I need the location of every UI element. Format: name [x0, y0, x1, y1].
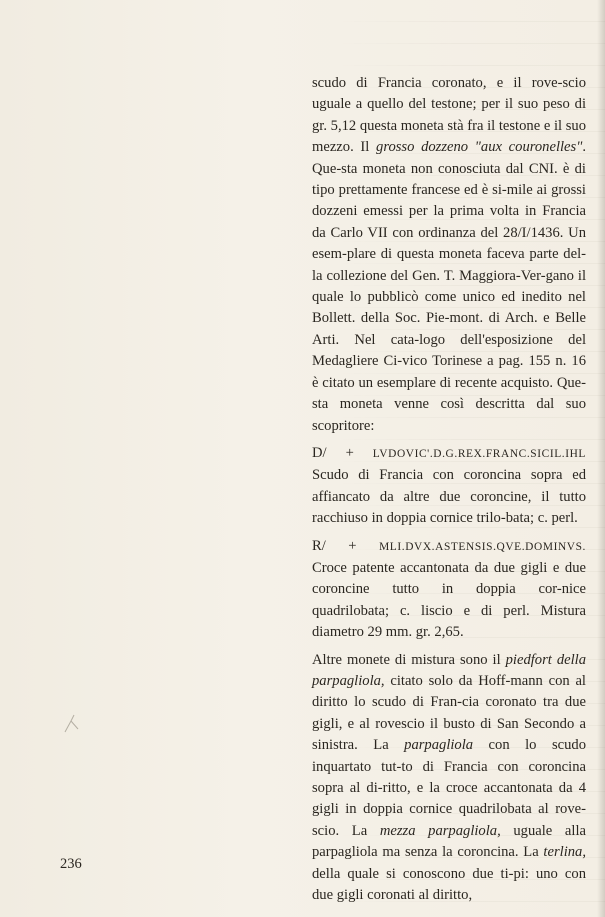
- pencil-mark-icon: [62, 712, 82, 736]
- paragraph-reverse-description: [312, 536, 586, 644]
- text-run: scudo di Francia coronato, e il rove-scio uguale a quello del testone; per il suo peso di gr. 5,12 questa moneta stà fra il testone e il suo mezzo. Il: [312, 75, 586, 156]
- page-number: 236: [60, 856, 82, 872]
- italic-term: terlina,: [543, 844, 586, 861]
- page-edge-shadow: [597, 0, 605, 917]
- coin-legend: MLI.DVX.ASTENSIS.QVE.DOMINVS.: [379, 540, 586, 553]
- text-run: Altre monete di mistura sono il: [312, 651, 506, 668]
- paragraph-obverse-description: [312, 443, 586, 530]
- text-run: D/ +: [312, 444, 373, 461]
- text-run: Scudo di Francia con coroncina sopra ed affiancato da altre due coroncine, il tutto racchiuso in doppia cornice trilo-bata; c. perl.: [312, 467, 586, 527]
- paragraph-other-coins: [312, 650, 586, 907]
- italic-term: grosso dozzeno "aux couronelles": [376, 139, 583, 156]
- text-run: con lo scudo inquartato tut-to di Francia con coroncina sopra al di-ritto, e la croce accantonata da 4 gigli in doppia cornice quadrilobata al rove-scio. La: [312, 737, 586, 839]
- text-run: della quale si conoscono due ti-pi: uno con due gigli coronati al diritto,: [312, 865, 586, 904]
- text-run: citato solo da Hoff-mann con al diritto lo scudo di Fran-cia coronato tra due gigli, e al rovescio il busto di San Secondo a sinistra. La: [312, 672, 586, 754]
- text-run: R/ +: [312, 537, 380, 554]
- text-run: uguale alla parpagliola ma senza la coroncina. La: [312, 822, 586, 861]
- text-run: . Que-sta moneta non conosciuta dal CNI. è di tipo prettamente francese ed è si-mile ai grossi dozzeni emessi per la prima volta in Francia da Carlo VII con ordinanza del 28/I/1436. Un esem-plare di questa moneta faceva parte del-la collezione del Gen. T. Maggiora-Ver-gano il quale lo pubblicò come unico ed inedito nel Bollett. della Soc. Pie-mont. di Arch. e Belle Arti. Nel cata-logo dell'esposizione del Medagliere Ci-vico Torinese a pag. 155 n. 16 è citato un esemplare di recente acquisto. Que-sta moneta venne così descritta dal suo scopritore:: [312, 139, 586, 434]
- text-column: [312, 73, 586, 906]
- paragraph-1: [312, 73, 586, 437]
- italic-term: mezza parpagliola,: [379, 822, 501, 839]
- coin-legend: LVDOVIC'.D.G.REX.FRANC.SICIL.IHL: [372, 447, 586, 460]
- italic-term: piedfort della parpagliola,: [312, 651, 586, 689]
- italic-term: parpagliola: [404, 737, 474, 754]
- text-run: Croce patente accantonata da due gigli e due coroncine tutto in doppia cor-nice quadrilobata; c. liscio e di perl. Mistura diametro 29 mm. gr. 2,65.: [312, 559, 586, 641]
